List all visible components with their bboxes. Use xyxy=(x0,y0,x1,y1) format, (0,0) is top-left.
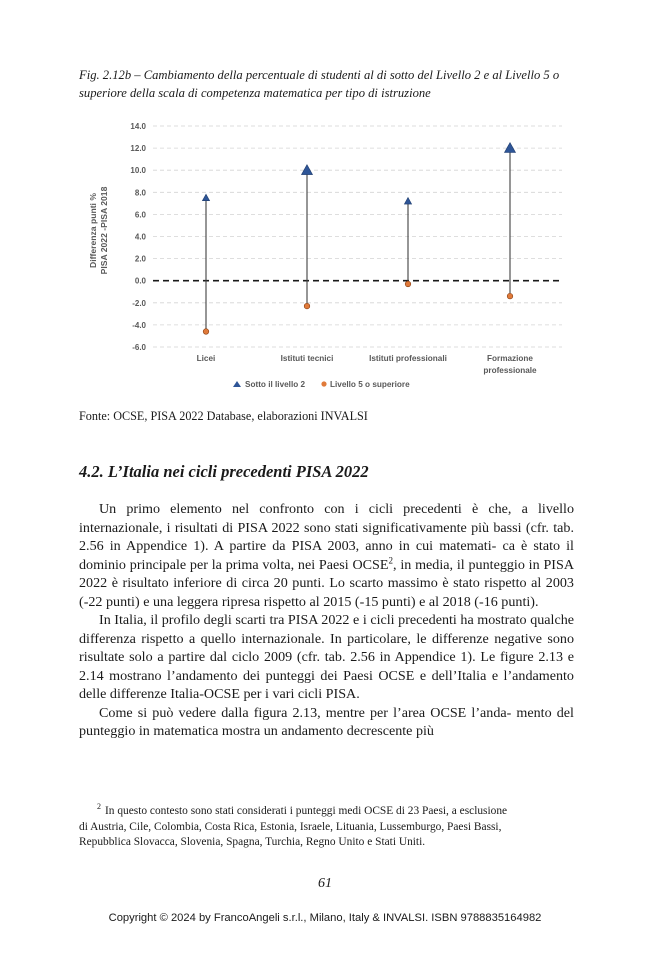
paragraph xyxy=(79,611,574,704)
figure-source: Fonte: OCSE, PISA 2022 Database, elaborazioni INVALSI xyxy=(79,409,368,423)
circle-marker xyxy=(507,293,513,299)
paragraph-line: Un primo elemento nel confronto con i cicli precedenti è che, a livello xyxy=(99,501,574,517)
y-tick-label: 14.0 xyxy=(130,122,146,131)
circle-marker xyxy=(405,281,411,287)
page-number: 61 xyxy=(318,876,332,891)
paragraph-line: 2015 (-15 punti) e al 2018 (-16 punti). xyxy=(323,593,539,610)
paragraph-line: mento del punteggio in matematica mostra un andamento decrescente più xyxy=(79,704,574,739)
legend-label: Sotto il livello 2 xyxy=(245,380,306,389)
legend-label: Livello 5 o superiore xyxy=(330,380,410,389)
paragraph-line: (cfr. tab. 2.56 in Appendice 1). A partire da PISA 2003, anno in cui matemati- xyxy=(79,519,574,554)
y-axis-title-line: Differenza punti % xyxy=(88,193,98,268)
x-tick-label: Istituti tecnici xyxy=(280,354,334,363)
gridlines xyxy=(153,126,562,347)
section-title: 4.2. L’Italia nei cicli precedenti PISA 2022 xyxy=(79,462,369,481)
y-tick-label: -6.0 xyxy=(132,343,146,352)
chart xyxy=(0,0,650,400)
footnote-reference: 2 xyxy=(388,554,393,565)
paragraph-line: negative sono risultate solo a partire dal ciclo 2009 (cfr. tab. 2.56 in Appendice xyxy=(79,630,575,665)
footnote-mark: 2 xyxy=(97,802,101,812)
footnote xyxy=(79,804,574,851)
paragraph-line: qualche differenza rispetto a quello internazionale. In particolare, le differenze xyxy=(79,612,575,647)
range-lines xyxy=(206,148,510,331)
paragraph-line: In Italia, il profilo degli scarti tra PISA 2022 e i cicli precedenti ha mostrato xyxy=(99,612,527,628)
markers xyxy=(202,143,515,335)
paragraph-line: ca è stato il dominio principale per la prima volta, nei Paesi OCSE xyxy=(79,538,574,573)
circle-marker xyxy=(304,303,310,309)
paragraph-line: massimo è stato rispetto al 2003 (-22 punti) e una leggera ripresa rispetto al xyxy=(79,575,574,610)
legend-circle-icon xyxy=(321,381,326,386)
y-tick-label: -4.0 xyxy=(132,320,146,330)
y-axis-title-line: PISA 2022 -PISA 2018 xyxy=(99,186,109,275)
legend xyxy=(233,380,410,389)
paragraph-line: internazionale, i risultati di PISA 2022 sono stati significativamente più bassi xyxy=(79,519,522,536)
figure-caption: Fig. 2.12b – Cambiamento della percentuale di studenti al di sotto del Livello 2 e al Livello 5 o superiore della scala di competenza matematica per tipo di istruzione xyxy=(79,68,560,100)
paragraph-line: , in media, xyxy=(393,556,454,573)
x-tick-labels xyxy=(197,354,537,375)
x-tick-label: Licei xyxy=(196,354,216,363)
y-tick-label: 4.0 xyxy=(134,232,146,242)
paragraph-line: e dell’Italia e l’andamento delle differenze Italia-OCSE per i vari cicli PISA. xyxy=(79,667,574,702)
triangle-marker xyxy=(202,194,209,200)
triangle-marker xyxy=(302,165,313,175)
circle-marker xyxy=(203,329,209,335)
y-tick-label: -2.0 xyxy=(132,298,146,308)
footnote-line: di Austria, Cile, Colombia, Costa Rica, Estonia, Israele, Lituania, Lussemburgo, Paesi Bassi, xyxy=(79,820,502,833)
y-tick-label: 10.0 xyxy=(130,166,146,176)
y-tick-label: 2.0 xyxy=(134,254,146,264)
x-tick-label: Formazione xyxy=(487,354,533,363)
body-text xyxy=(79,500,574,741)
paragraph-line: il punteggio in PISA 2022 è risultato inferiore di circa 20 punti. Lo scarto xyxy=(79,556,574,591)
paragraph-line: 1). Le figure 2.13 e 2.14 mostrano l’andamento dei punteggi dei Paesi OCSE xyxy=(79,649,575,684)
y-tick-labels xyxy=(130,122,146,352)
triangle-marker xyxy=(505,143,516,153)
y-tick-label: 0.0 xyxy=(134,276,146,286)
y-axis-title xyxy=(88,186,109,274)
triangle-marker xyxy=(404,198,411,204)
paragraph xyxy=(79,500,574,611)
paragraph xyxy=(79,704,574,741)
x-tick-label: Istituti professionali xyxy=(369,354,447,363)
y-tick-label: 8.0 xyxy=(134,188,146,198)
footnote-line: Repubblica Slovacca, Slovenia, Spagna, Turchia, Regno Unito e Stati Uniti. xyxy=(79,836,426,848)
legend-triangle-icon xyxy=(233,381,241,387)
x-tick-label: professionale xyxy=(483,366,537,375)
footnote-line: $^2$ In questo contesto sono stati considerati i punteggi medi OCSE di 23 Paesi, a esclusione xyxy=(97,802,508,817)
y-tick-label: 12.0 xyxy=(130,144,146,154)
y-tick-label: 6.0 xyxy=(134,210,146,220)
copyright-notice: Copyright © 2024 by FrancoAngeli s.r.l., Milano, Italy & INVALSI. ISBN 9788835164982 xyxy=(108,912,542,924)
paragraph-line: Come si può vedere dalla figura 2.13, mentre per l’area OCSE l’anda- xyxy=(99,704,512,721)
